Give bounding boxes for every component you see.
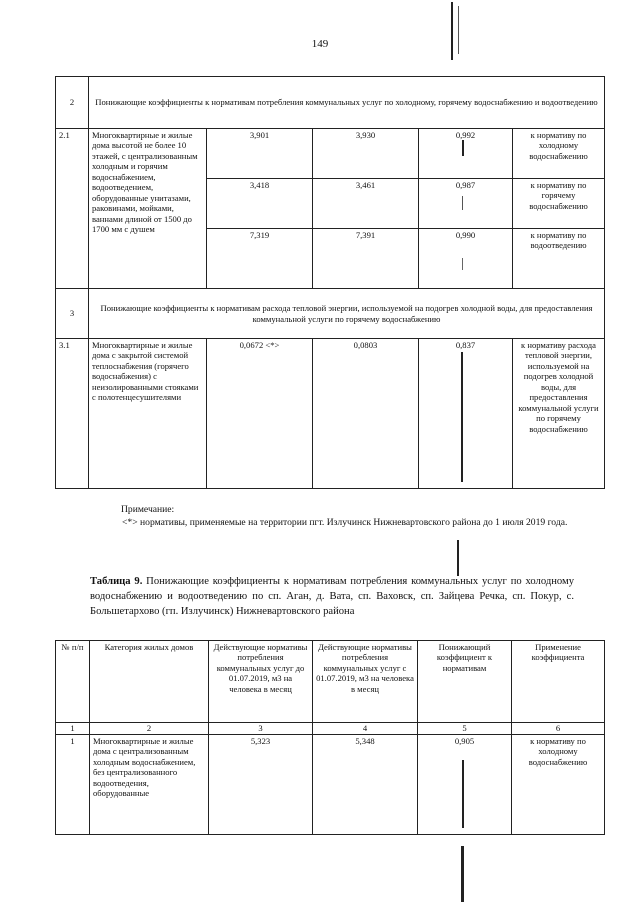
column-header-category: Категория жилых домов [90, 641, 209, 723]
norm-after-value: 7,391 [313, 229, 419, 289]
norm-before-value: 3,901 [207, 129, 313, 179]
norm-after-value: 5,348 [313, 734, 418, 834]
norm-after-value: 3,930 [313, 129, 419, 179]
table-row [56, 339, 605, 489]
section-row [56, 289, 605, 339]
table-header-row [56, 641, 605, 723]
section-number: 2 [56, 77, 89, 129]
norm-before-value: 5,323 [209, 734, 313, 834]
coefficient-value: 0,837 [419, 339, 513, 489]
norm-after-value: 3,461 [313, 179, 419, 229]
note-label: Примечание: [121, 504, 175, 515]
column-index: 6 [512, 723, 605, 735]
norm-after-value: 0,0803 [313, 339, 419, 489]
coefficient-value: 0,990 [419, 229, 513, 289]
coefficient-value: 0,987 [419, 179, 513, 229]
coefficient-application: к нормативу по холодному водоснабжению [512, 734, 605, 834]
scan-mark [461, 352, 463, 482]
coefficient-value: 0,992 [419, 129, 513, 179]
housing-category: Многоквартирные и жилые дома с закрытой системой теплоснабжения (горячего водоснабжения) с неизолированными стояками с полотенцесушителями [89, 339, 207, 489]
section-title: Понижающие коэффициенты к нормативам расхода тепловой энергии, используемой на подогрев холодной воды, для предоставления коммунальной услуги по горячему водоснабжению [89, 289, 605, 339]
norm-before-value: 3,418 [207, 179, 313, 229]
section-number: 3 [56, 289, 89, 339]
norm-before-value: 0,0672 <*> [207, 339, 313, 489]
column-index: 2 [90, 723, 209, 735]
scan-mark [451, 2, 453, 60]
coefficient-value: 0,905 [418, 734, 512, 834]
row-number: 2.1 [56, 129, 89, 289]
column-index: 4 [313, 723, 418, 735]
scan-mark [462, 140, 464, 156]
row-number: 3.1 [56, 339, 89, 489]
scan-mark [462, 196, 463, 210]
section-row [56, 77, 605, 129]
scan-mark [461, 846, 464, 902]
coefficients-table-continued [55, 76, 605, 489]
column-header-norm-before: Действующие нормативы потребления коммунальных услуг до 01.07.2019, м3 на человека в месяц [209, 641, 313, 723]
housing-category: Многоквартирные и жилые дома с централизованным холодным водоснабжением, без централизованного водоотведения, оборудованные [90, 734, 209, 834]
scan-mark [457, 540, 459, 576]
scan-mark [462, 760, 464, 828]
section-title: Понижающие коэффициенты к нормативам потребления коммунальных услуг по холодному, горячему водоснабжению и водоотведению [89, 77, 605, 129]
norm-before-value: 7,319 [207, 229, 313, 289]
column-index-row [56, 723, 605, 735]
table-9 [55, 640, 605, 835]
coefficient-application: к нормативу расхода тепловой энергии, используемой на подогрев холодной воды, для предоставления коммунальной услуги по горячему водоснабжению [513, 339, 605, 489]
column-header-application: Применение коэффициента [512, 641, 605, 723]
table-9-title [90, 574, 574, 619]
coefficient-application: к нормативу по горячему водоснабжению [513, 179, 605, 229]
table-row [56, 129, 605, 179]
note-text: <*> нормативы, применяемые на территории пгт. Излучинск Нижневартовского района до 1 июля 2019 года. [122, 517, 568, 528]
column-header-norm-after: Действующие нормативы потребления коммунальных услуг с 01.07.2019, м3 на человека в месяц [313, 641, 418, 723]
column-index: 1 [56, 723, 90, 735]
row-number: 1 [56, 734, 90, 834]
column-index: 3 [209, 723, 313, 735]
coefficient-application: к нормативу по холодному водоснабжению [513, 129, 605, 179]
scan-mark [462, 258, 463, 270]
table-row [56, 734, 605, 834]
coefficient-application: к нормативу по водоотведению [513, 229, 605, 289]
housing-category: Многоквартирные и жилые дома высотой не более 10 этажей, с централизованным холодным и горячим водоснабжением, водоотведением, оборудованные унитазами, раковинами, мойками, ваннами длиной от 1500 до 1700 мм с душем [89, 129, 207, 289]
table-9-caption: Понижающие коэффициенты к нормативам потребления коммунальных услуг по холодному водоснабжению и водоотведению по сп. Аган, д. Вата, сп. Ваховск, сп. Зайцева Речка, сп. Покур, с. Большетархово (гп. Излучинск) Нижневартовского района [90, 576, 574, 618]
scan-mark [458, 6, 459, 54]
table-9-number: Таблица 9. [90, 576, 143, 587]
column-header-number: № п/п [56, 641, 90, 723]
column-header-coefficient: Понижающий коэффициент к нормативам [418, 641, 512, 723]
column-index: 5 [418, 723, 512, 735]
page-number: 149 [311, 38, 329, 50]
